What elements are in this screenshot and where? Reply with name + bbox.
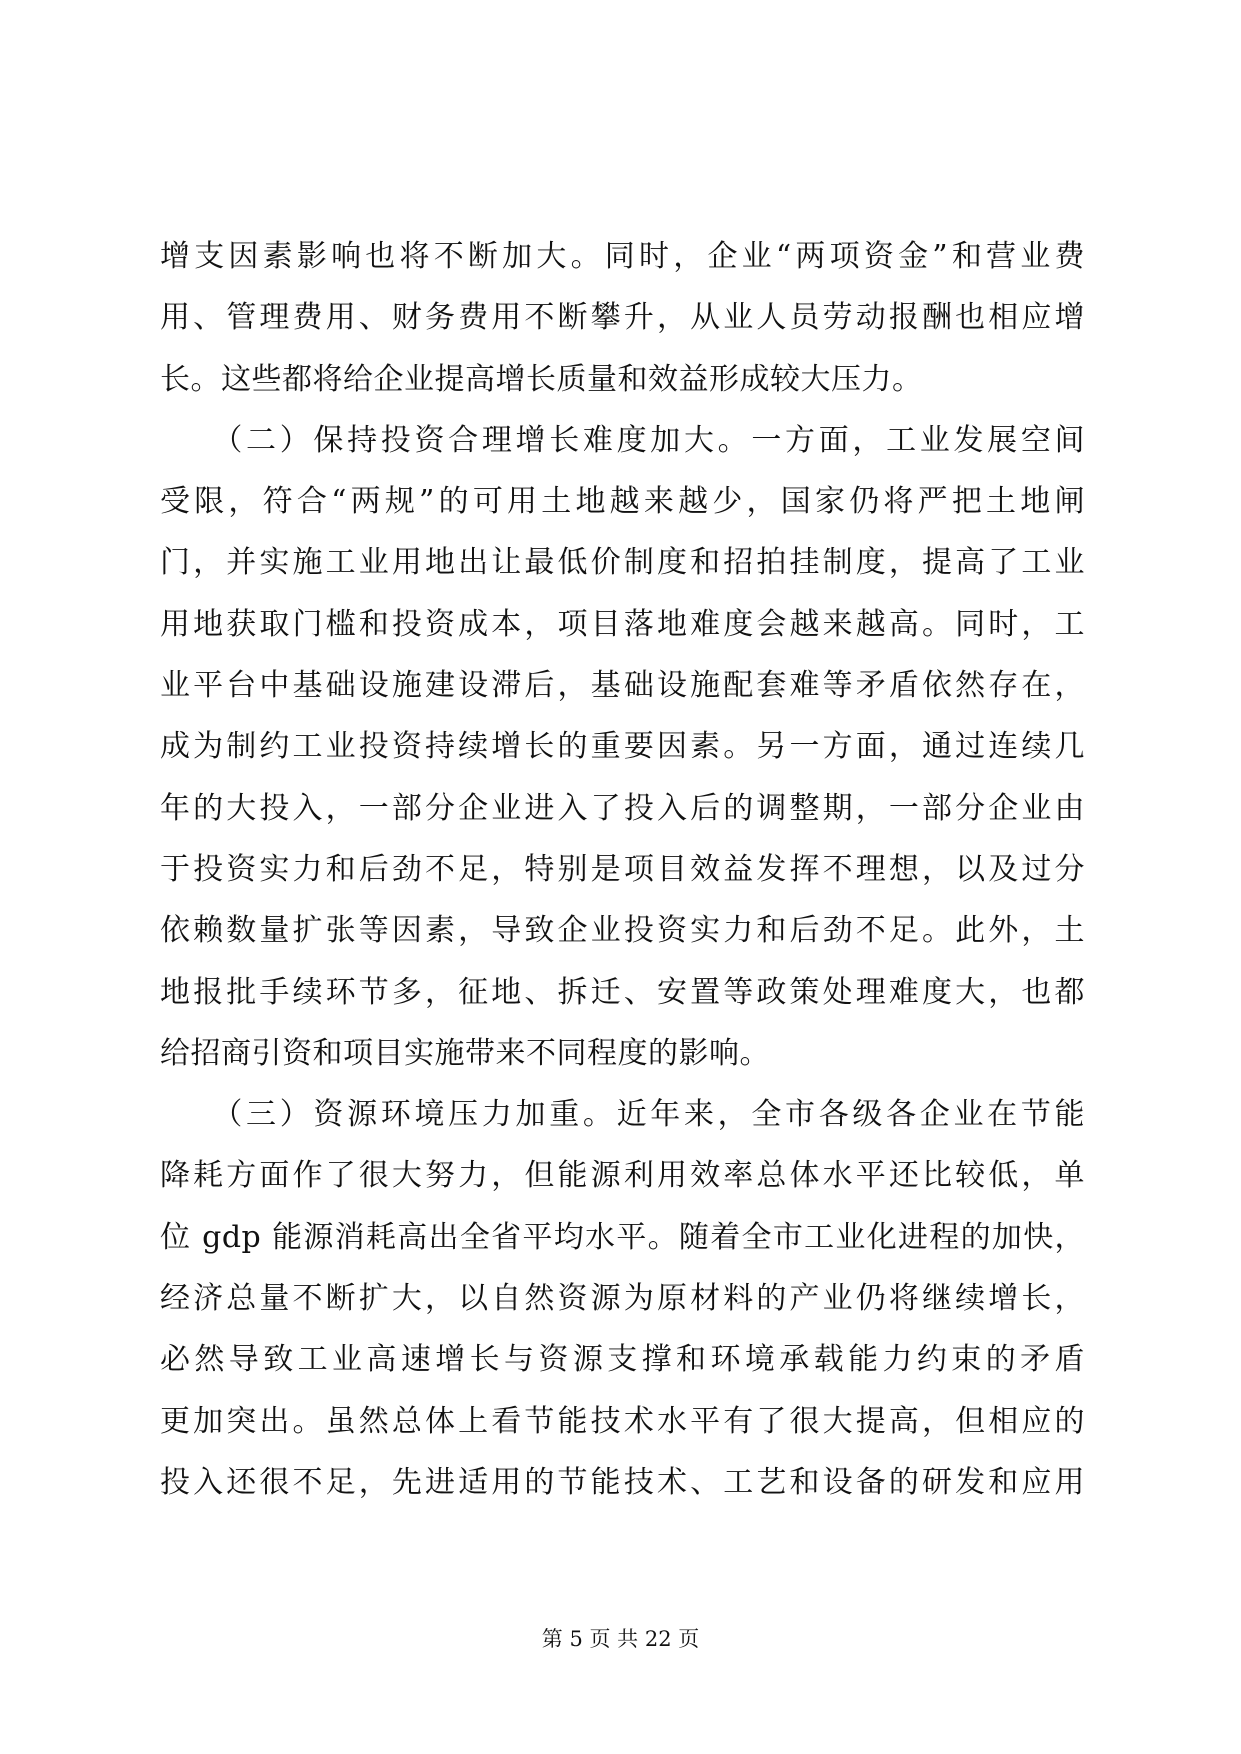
text-line: 给招商引资和项目实施带来不同程度的影响。 bbox=[160, 1035, 770, 1071]
text-line: 投入还很不足，先进适用的节能技术、工艺和设备的研发和应用 bbox=[160, 1464, 1085, 1500]
body-text bbox=[160, 226, 1085, 1513]
text-line: 降耗方面作了很大努力，但能源利用效率总体水平还比较低，单 bbox=[160, 1158, 1085, 1194]
text-line: 业平台中基础设施建设滞后，基础设施配套难等矛盾依然存在， bbox=[160, 668, 1085, 704]
text-line: （三）资源环境压力加重。近年来，全市各级各企业在节能 bbox=[160, 1097, 1085, 1133]
text-line: 年的大投入，一部分企业进入了投入后的调整期，一部分企业由 bbox=[160, 790, 1085, 826]
text-line: 依赖数量扩张等因素，导致企业投资实力和后劲不足。此外，土 bbox=[160, 913, 1085, 949]
text-line: 长。这些都将给企业提高增长质量和效益形成较大压力。 bbox=[160, 361, 923, 397]
text-line: 必然导致工业高速增长与资源支撑和环境承载能力约束的矛盾 bbox=[160, 1342, 1085, 1378]
text-line: （二）保持投资合理增长难度加大。一方面，工业发展空间 bbox=[160, 422, 1085, 458]
page-footer: 第 5 页 共 22 页 bbox=[541, 1627, 700, 1651]
text-line: 地报批手续环节多，征地、拆迁、安置等政策处理难度大，也都 bbox=[160, 974, 1085, 1010]
text-line: 成为制约工业投资持续增长的重要因素。另一方面，通过连续几 bbox=[160, 729, 1085, 765]
text-line: 受限，符合“两规”的可用土地越来越少，国家仍将严把土地闸 bbox=[160, 484, 1085, 520]
text-line: 用地获取门槛和投资成本，项目落地难度会越来越高。同时，工 bbox=[160, 606, 1085, 642]
text-line: 经济总量不断扩大，以自然资源为原材料的产业仍将继续增长， bbox=[160, 1281, 1085, 1317]
text-line: 更加突出。虽然总体上看节能技术水平有了很大提高，但相应的 bbox=[160, 1403, 1085, 1439]
text-line: 用、管理费用、财务费用不断攀升，从业人员劳动报酬也相应增 bbox=[160, 300, 1085, 336]
text-line: 门，并实施工业用地出让最低价制度和招拍挂制度，提高了工业 bbox=[160, 545, 1085, 581]
text-line: 位 gdp 能源消耗高出全省平均水平。随着全市工业化进程的加快， bbox=[160, 1219, 1085, 1255]
text-line: 于投资实力和后劲不足，特别是项目效益发挥不理想，以及过分 bbox=[160, 851, 1085, 887]
text-line: 增支因素影响也将不断加大。同时，企业“两项资金”和营业费 bbox=[160, 239, 1085, 274]
